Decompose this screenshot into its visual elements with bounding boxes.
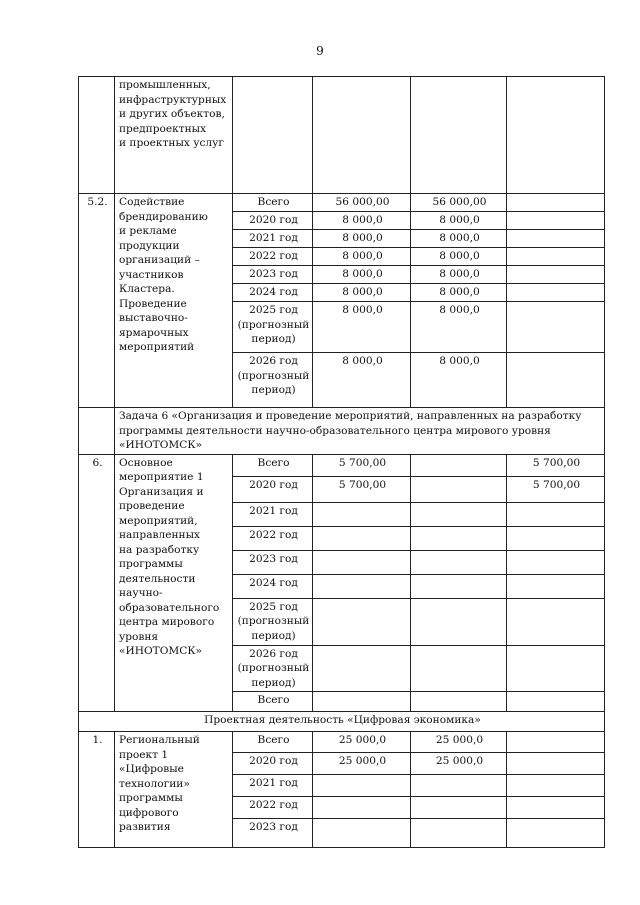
value-cell: [507, 598, 605, 645]
table-row: [79, 454, 605, 476]
year-label: 2022 год: [233, 526, 313, 550]
value-cell: [411, 775, 507, 797]
value-cell: [507, 753, 605, 775]
value-cell: [313, 526, 411, 550]
value-cell: [411, 574, 507, 598]
table-row: [79, 712, 605, 732]
row-description: Региональный проект 1 «Цифровые технологии» программы цифрового развития: [115, 732, 233, 848]
value-cell: 8 000,0: [313, 212, 411, 230]
value-cell: [507, 284, 605, 302]
year-label: 2026 год (прогнозный период): [233, 645, 313, 692]
year-label: 2023 год: [233, 550, 313, 574]
year-label: 2023 год: [233, 266, 313, 284]
value-cell: [313, 502, 411, 526]
budget-table: [78, 76, 605, 848]
year-label: 2021 год: [233, 775, 313, 797]
value-cell: [411, 476, 507, 502]
value-cell: 25 000,0: [313, 732, 411, 753]
value-cell: [507, 732, 605, 753]
value-cell: 5 700,00: [313, 454, 411, 476]
value-cell: [507, 194, 605, 212]
value-cell: [313, 645, 411, 692]
value-cell: [411, 598, 507, 645]
value-cell: [507, 353, 605, 408]
value-cell: [507, 692, 605, 712]
value-cell: [507, 775, 605, 797]
table-row: [79, 408, 605, 455]
value-cell: [507, 574, 605, 598]
value-cell: 56 000,00: [313, 194, 411, 212]
year-label: Всего: [233, 732, 313, 753]
table-row: [79, 732, 605, 753]
task-6-heading: Задача 6 «Организация и проведение мероприятий, направленных на разработку программы деятельности научно-образовательного центра мирового уровня «ИНОТОМСК»: [115, 408, 605, 455]
value-cell: [507, 819, 605, 848]
value-cell: 25 000,0: [411, 753, 507, 775]
table-row: [79, 194, 605, 212]
year-label: 2021 год: [233, 230, 313, 248]
row-number-cell: [79, 77, 115, 194]
value-cell: [313, 77, 411, 194]
row-description: Основное мероприятие 1 Организация и проведение мероприятий, направленных на разработку программы деятельности научно- образовательного центра мирового уровня «ИНОТОМСК»: [115, 454, 233, 712]
value-cell: [507, 797, 605, 819]
value-cell: 8 000,0: [313, 266, 411, 284]
value-cell: [507, 645, 605, 692]
value-cell: 25 000,0: [313, 753, 411, 775]
year-label: 2024 год: [233, 284, 313, 302]
value-cell: [507, 77, 605, 194]
value-cell: 8 000,0: [411, 248, 507, 266]
value-cell: [507, 266, 605, 284]
value-cell: [313, 819, 411, 848]
value-cell: [507, 526, 605, 550]
value-cell: 56 000,00: [411, 194, 507, 212]
row-description: Содействие брендированию и рекламе продукции организаций – участников Кластера. Проведение выставочно- ярмарочных мероприятий: [115, 194, 233, 408]
value-cell: [411, 502, 507, 526]
value-cell: [411, 797, 507, 819]
year-label: 2020 год: [233, 212, 313, 230]
value-cell: 8 000,0: [313, 230, 411, 248]
value-cell: 8 000,0: [411, 212, 507, 230]
value-cell: [507, 248, 605, 266]
value-cell: 8 000,0: [411, 284, 507, 302]
value-cell: [507, 212, 605, 230]
year-label: 2026 год (прогнозный период): [233, 353, 313, 408]
value-cell: [411, 819, 507, 848]
value-cell: 8 000,0: [411, 266, 507, 284]
year-label: 2023 год: [233, 819, 313, 848]
page-number: 9: [316, 44, 324, 58]
year-label: Всего: [233, 692, 313, 712]
value-cell: 8 000,0: [411, 353, 507, 408]
row-number: 5.2.: [79, 194, 115, 408]
value-cell: 8 000,0: [313, 302, 411, 353]
value-cell: [507, 302, 605, 353]
year-label: Всего: [233, 454, 313, 476]
value-cell: [411, 692, 507, 712]
row-number: 6.: [79, 454, 115, 712]
year-label: 2025 год (прогнозный период): [233, 598, 313, 645]
value-cell: 8 000,0: [411, 230, 507, 248]
year-label: 2022 год: [233, 248, 313, 266]
value-cell: [411, 77, 507, 194]
value-cell: 8 000,0: [313, 248, 411, 266]
year-label: 2020 год: [233, 753, 313, 775]
year-label: 2024 год: [233, 574, 313, 598]
value-cell: [411, 526, 507, 550]
year-label: 2021 год: [233, 502, 313, 526]
value-cell: [313, 550, 411, 574]
value-cell: 5 700,00: [507, 454, 605, 476]
table-row: [79, 77, 605, 194]
value-cell: [411, 645, 507, 692]
year-label: 2022 год: [233, 797, 313, 819]
value-cell: [507, 502, 605, 526]
value-cell: 5 700,00: [313, 476, 411, 502]
row-number-cell: [79, 408, 115, 455]
year-label: 2020 год: [233, 476, 313, 502]
value-cell: 5 700,00: [507, 476, 605, 502]
year-label: Всего: [233, 194, 313, 212]
value-cell: 8 000,0: [411, 302, 507, 353]
project-heading: Проектная деятельность «Цифровая экономика»: [79, 712, 605, 732]
value-cell: 25 000,0: [411, 732, 507, 753]
value-cell: [411, 550, 507, 574]
year-label: 2025 год (прогнозный период): [233, 302, 313, 353]
row-number: 1.: [79, 732, 115, 848]
value-cell: [313, 775, 411, 797]
value-cell: [313, 574, 411, 598]
value-cell: [313, 797, 411, 819]
row-description: промышленных, инфраструктурных и других объектов, предпроектных и проектных услуг: [115, 77, 233, 194]
value-cell: [507, 230, 605, 248]
value-cell: [507, 550, 605, 574]
value-cell: [313, 598, 411, 645]
value-cell: 8 000,0: [313, 353, 411, 408]
year-cell: [233, 77, 313, 194]
value-cell: 8 000,0: [313, 284, 411, 302]
value-cell: [411, 454, 507, 476]
value-cell: [313, 692, 411, 712]
